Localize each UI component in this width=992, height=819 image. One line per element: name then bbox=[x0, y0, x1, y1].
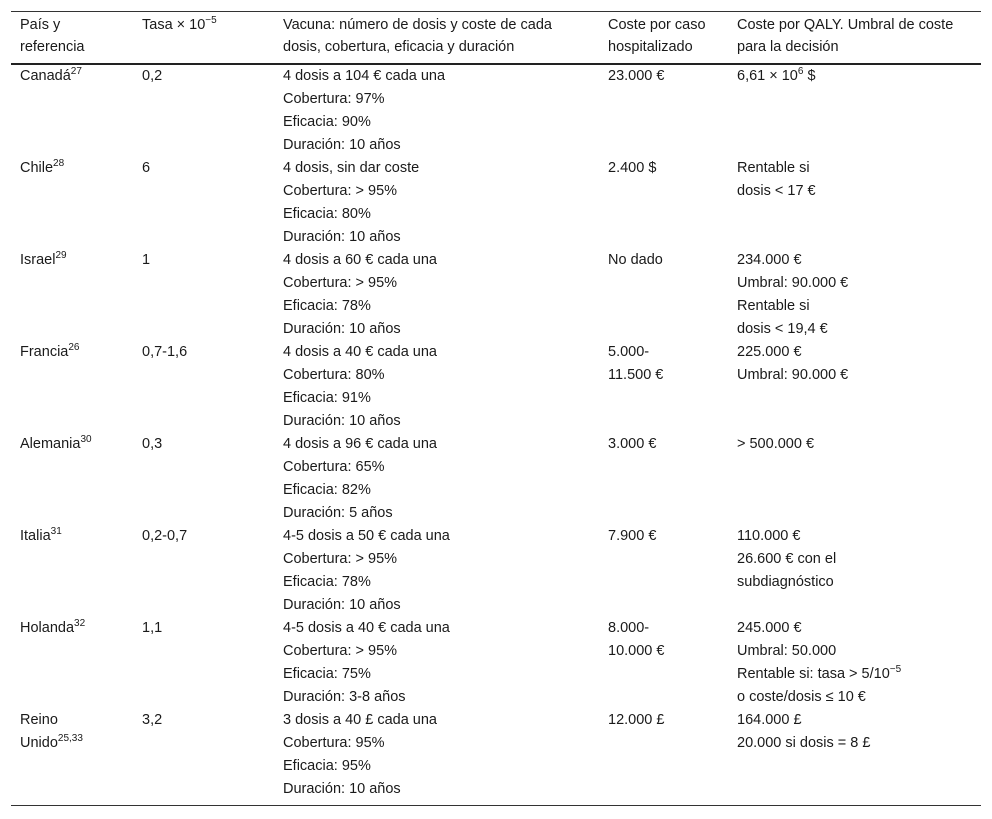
cell-vacuna bbox=[274, 64, 599, 157]
cell-tasa: 0,2 bbox=[142, 68, 163, 84]
vacuna-dosis: 4 dosis a 96 € cada una bbox=[283, 436, 437, 452]
cell-coste-caso bbox=[599, 433, 728, 525]
cell-coste-caso bbox=[599, 341, 728, 433]
coste-caso-value: 12.000 £ bbox=[608, 712, 665, 728]
vacuna-eficacia: Eficacia: 82% bbox=[283, 482, 371, 498]
table-row bbox=[11, 64, 981, 157]
cell-coste-caso bbox=[599, 157, 728, 249]
cell-coste-caso bbox=[599, 525, 728, 617]
header-tasa bbox=[133, 12, 274, 65]
header-pais: País y referencia bbox=[11, 12, 133, 65]
vacuna-cobertura: Cobertura: 95% bbox=[283, 735, 385, 751]
qaly-line bbox=[737, 663, 975, 686]
cell-tasa: 6 bbox=[142, 160, 151, 176]
vacuna-duracion: Duración: 5 años bbox=[283, 505, 393, 521]
vacuna-dosis: 4-5 dosis a 40 € cada una bbox=[283, 620, 450, 636]
qaly-line: 110.000 € bbox=[737, 528, 801, 544]
vacuna-eficacia: Eficacia: 78% bbox=[283, 574, 371, 590]
vacuna-eficacia: Eficacia: 95% bbox=[283, 758, 371, 774]
qaly-line: 26.600 € con el bbox=[737, 551, 837, 567]
vacuna-dosis: 4-5 dosis a 50 € cada una bbox=[283, 528, 450, 544]
vacuna-duracion: Duración: 10 años bbox=[283, 137, 401, 153]
cell-tasa: 3,2 bbox=[133, 709, 274, 806]
vacuna-cobertura: Cobertura: 80% bbox=[283, 367, 385, 383]
reference-number: 30 bbox=[80, 434, 92, 446]
header-tasa-exponent: −5 bbox=[205, 15, 217, 27]
reference-number: 27 bbox=[70, 66, 82, 78]
cell-coste-qaly bbox=[728, 433, 981, 525]
cell-coste-caso bbox=[599, 709, 728, 806]
qaly-line: 20.000 si dosis = 8 £ bbox=[737, 735, 871, 751]
cell-coste-caso bbox=[599, 64, 728, 157]
qaly-line: Umbral: 50.000 bbox=[737, 643, 837, 659]
qaly-line: > 500.000 € bbox=[737, 436, 815, 452]
vacuna-dosis: 3 dosis a 40 £ cada una bbox=[283, 712, 437, 728]
table-row bbox=[11, 709, 981, 806]
cost-effectiveness-table bbox=[11, 11, 981, 806]
header-coste-qaly: Coste por QALY. Umbral de coste para la decisión bbox=[728, 12, 981, 65]
vacuna-dosis: 4 dosis, sin dar coste bbox=[283, 160, 420, 176]
qaly-line: o coste/dosis ≤ 10 € bbox=[737, 689, 866, 705]
cell-tasa: 1 bbox=[142, 252, 151, 268]
vacuna-duracion: Duración: 10 años bbox=[283, 229, 401, 245]
cell-tasa: 0,7-1,6 bbox=[142, 344, 188, 360]
header-vacuna: Vacuna: número de dosis y coste de cada dosis, cobertura, eficacia y duración bbox=[274, 12, 599, 65]
country-name: Italia bbox=[20, 528, 51, 544]
cell-country bbox=[11, 709, 133, 806]
qaly-value: 6,61 × 10 bbox=[737, 68, 798, 84]
reference-number: 25,33 bbox=[57, 733, 83, 745]
cell-coste-qaly bbox=[728, 249, 981, 341]
reference-number: 28 bbox=[53, 158, 65, 170]
vacuna-duracion: Duración: 3-8 años bbox=[283, 689, 406, 705]
cell-vacuna bbox=[274, 525, 599, 617]
qaly-currency: $ bbox=[803, 68, 816, 84]
coste-caso-value: 8.000- bbox=[608, 620, 650, 636]
qaly-line: Umbral: 90.000 € bbox=[737, 275, 849, 291]
qaly-line: 164.000 £ bbox=[737, 712, 802, 728]
vacuna-dosis: 4 dosis a 60 € cada una bbox=[283, 252, 437, 268]
country-name: Chile bbox=[20, 160, 54, 176]
coste-caso-value: 10.000 € bbox=[608, 643, 665, 659]
country-name: Canadá bbox=[20, 68, 71, 84]
vacuna-eficacia: Eficacia: 90% bbox=[283, 114, 371, 130]
vacuna-cobertura: Cobertura: 97% bbox=[283, 91, 385, 107]
cell-coste-caso bbox=[599, 249, 728, 341]
table-row bbox=[11, 525, 981, 617]
reference-number: 31 bbox=[50, 526, 62, 538]
qaly-line: Rentable si bbox=[737, 298, 810, 314]
country-name: Unido bbox=[20, 735, 58, 751]
vacuna-cobertura: Cobertura: 65% bbox=[283, 459, 385, 475]
qaly-line: 234.000 € bbox=[737, 252, 802, 268]
vacuna-duracion: Duración: 10 años bbox=[283, 597, 401, 613]
vacuna-cobertura: Cobertura: > 95% bbox=[283, 643, 398, 659]
table-row bbox=[11, 341, 981, 433]
cell-coste-qaly bbox=[728, 157, 981, 249]
reference-number: 32 bbox=[74, 618, 86, 630]
qaly-condition: Rentable si: tasa > 5/10 bbox=[737, 666, 890, 682]
cell-country bbox=[11, 525, 133, 617]
cell-country bbox=[11, 249, 133, 341]
cell-coste-qaly bbox=[728, 617, 981, 709]
cell-coste-qaly bbox=[728, 341, 981, 433]
qaly-line: dosis < 19,4 € bbox=[737, 321, 828, 337]
table-row bbox=[11, 617, 981, 709]
qaly-exponent: −5 bbox=[889, 664, 902, 676]
reference-number: 29 bbox=[55, 250, 67, 262]
cell-vacuna bbox=[274, 709, 599, 806]
vacuna-eficacia: Eficacia: 78% bbox=[283, 298, 371, 314]
cell-vacuna bbox=[274, 249, 599, 341]
cell-tasa: 0,2-0,7 bbox=[142, 528, 188, 544]
cell-vacuna bbox=[274, 617, 599, 709]
vacuna-duracion: Duración: 10 años bbox=[283, 321, 401, 337]
country-name-line2 bbox=[20, 732, 127, 755]
vacuna-duracion: Duración: 10 años bbox=[283, 781, 401, 797]
vacuna-dosis: 4 dosis a 104 € cada una bbox=[283, 68, 446, 84]
qaly-line: dosis < 17 € bbox=[737, 183, 816, 199]
cell-country bbox=[11, 341, 133, 433]
table-row bbox=[11, 249, 981, 341]
cell-coste-caso bbox=[599, 617, 728, 709]
cell-country bbox=[11, 64, 133, 157]
header-tasa-text: Tasa × 10 bbox=[142, 17, 206, 33]
qaly-line: 225.000 € bbox=[737, 344, 802, 360]
vacuna-cobertura: Cobertura: > 95% bbox=[283, 551, 398, 567]
qaly-line: Umbral: 90.000 € bbox=[737, 367, 849, 383]
vacuna-cobertura: Cobertura: > 95% bbox=[283, 275, 398, 291]
cell-vacuna bbox=[274, 341, 599, 433]
vacuna-dosis: 4 dosis a 40 € cada una bbox=[283, 344, 437, 360]
cost-effectiveness-table-container bbox=[11, 11, 981, 806]
cell-vacuna bbox=[274, 157, 599, 249]
cell-tasa: 0,3 bbox=[142, 436, 163, 452]
coste-caso-value: 7.900 € bbox=[608, 528, 657, 544]
coste-caso-value: 5.000- bbox=[608, 344, 650, 360]
coste-caso-value: 3.000 € bbox=[608, 436, 657, 452]
country-name: Reino bbox=[20, 712, 58, 728]
qaly-line: subdiagnóstico bbox=[737, 574, 834, 590]
cell-country bbox=[11, 157, 133, 249]
cell-vacuna bbox=[274, 433, 599, 525]
coste-caso-value: 2.400 $ bbox=[608, 160, 657, 176]
table-row bbox=[11, 157, 981, 249]
coste-caso-value: 23.000 € bbox=[608, 68, 665, 84]
vacuna-eficacia: Eficacia: 75% bbox=[283, 666, 371, 682]
vacuna-cobertura: Cobertura: > 95% bbox=[283, 183, 398, 199]
country-name: Alemania bbox=[20, 436, 81, 452]
qaly-exponent: 6 bbox=[797, 66, 804, 78]
country-name: Holanda bbox=[20, 620, 75, 636]
cell-country bbox=[11, 617, 133, 709]
country-name: Francia bbox=[20, 344, 69, 360]
coste-caso-value: No dado bbox=[608, 252, 663, 268]
qaly-line: 245.000 € bbox=[737, 620, 802, 636]
cell-country bbox=[11, 433, 133, 525]
vacuna-duracion: Duración: 10 años bbox=[283, 413, 401, 429]
table-row bbox=[11, 433, 981, 525]
vacuna-eficacia: Eficacia: 80% bbox=[283, 206, 371, 222]
reference-number: 26 bbox=[68, 342, 80, 354]
coste-caso-value: 11.500 € bbox=[608, 367, 664, 383]
cell-coste-qaly bbox=[728, 525, 981, 617]
table-header-row bbox=[11, 12, 981, 65]
cell-coste-qaly bbox=[728, 709, 981, 806]
header-coste-caso: Coste por caso hospitalizado bbox=[599, 12, 728, 65]
cell-coste-qaly bbox=[728, 64, 981, 157]
country-name: Israel bbox=[20, 252, 56, 268]
qaly-line: Rentable si bbox=[737, 160, 810, 176]
cell-tasa: 1,1 bbox=[142, 620, 163, 636]
vacuna-eficacia: Eficacia: 91% bbox=[283, 390, 371, 406]
